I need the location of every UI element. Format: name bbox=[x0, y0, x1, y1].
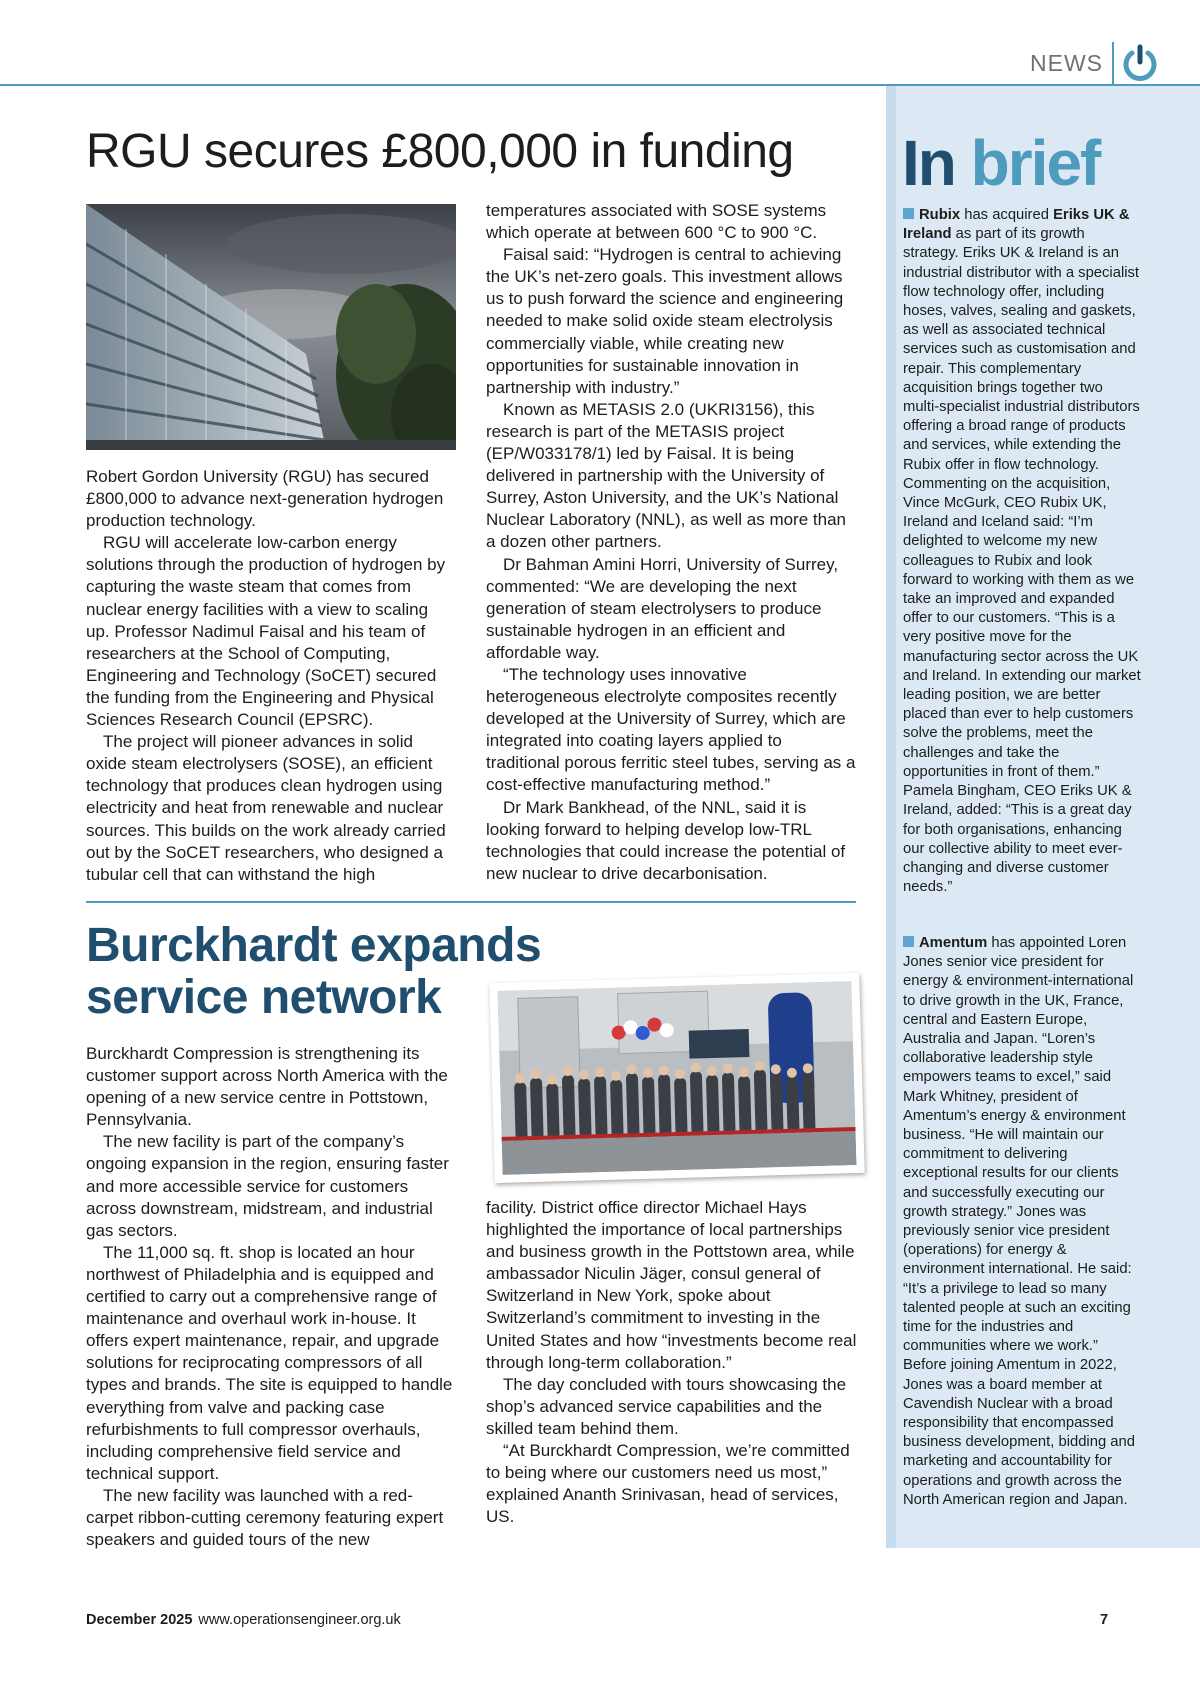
paragraph: Dr Bahman Amini Horri, University of Surrey, commented: “We are developing the next generation of steam electrolysers to produce sustainable hydrogen in an efficient and affordable way. bbox=[486, 554, 839, 662]
article-rgu-column-1 bbox=[86, 466, 456, 886]
brief-company-amentum: Amentum bbox=[919, 935, 988, 951]
paragraph: facility. District office director Michael Hays highlighted the importance of local partnerships and business growth in the Pottstown area, while ambassador Niculin Jäger, consul general of Switzerland in New York, spoke about Switzerland’s commitment to investing in the United States and how “investments become real through long-term collaboration.” bbox=[486, 1198, 857, 1372]
footer bbox=[86, 1612, 401, 1628]
section-divider bbox=[1112, 42, 1114, 84]
paragraph: The new facility was launched with a red-carpet ribbon-cutting ceremony featuring expert speakers and guided tours of the new bbox=[86, 1485, 444, 1550]
brief-item-amentum bbox=[903, 934, 1143, 1510]
page-number: 7 bbox=[1100, 1612, 1109, 1628]
in-brief-word-2: brief bbox=[970, 127, 1100, 199]
in-brief-title bbox=[902, 127, 1100, 199]
article-title-rgu: RGU secures £800,000 in funding bbox=[86, 125, 794, 178]
power-icon bbox=[1122, 44, 1158, 82]
paragraph: “The technology uses innovative heterogeneous electrolyte composites recently developed at the University of Surrey, which are integrated into coating layers applied to traditional porous ferritic steel tubes, serving as a cost-effective manufacturing method.” bbox=[486, 664, 856, 795]
brief-text: has acquired bbox=[960, 207, 1054, 223]
in-brief-word-1: In bbox=[902, 127, 955, 199]
paragraph: “At Burckhardt Compression, we’re committed to being where our customers need us most,” explained Ananth Srinivasan, head of services, US. bbox=[486, 1441, 850, 1527]
bullet-square bbox=[903, 208, 914, 219]
paragraph: RGU will accelerate low-carbon energy solutions through the production of hydrogen by capturing the waste steam that comes from nuclear energy facilities with a view to scaling up. Professor Nadimul Faisal and his team of researchers at the School of Computing, Engineering and Technology (SoCET) secured the funding from the Engineering and Physical Sciences Research Council (EPSRC). bbox=[86, 533, 446, 730]
brief-text: has appointed Loren Jones senior vice president for energy & environment-international to drive growth in the UK, France, central and Eastern Europe, Australia and Japan. “Loren’s collaborative leadership style empowers teams to excel,” said Mark Whitney, president of Amentum’s energy & environment business. “He will maintain our commitment to delivering exceptional results for our clients and successfully executing our growth strategy.” Jones was previously senior vice president (operations) for energy & environment international. He said: “It’s a privilege to lead so many talented people at such an exciting time for the industries and communities where we work.” Before joining Amentum in 2022, Jones was a board member at Cavendish Nuclear with a broad responsibility that encompassed business development, bidding and marketing and accountability for operations and growth across the North American region and Japan. bbox=[903, 935, 1135, 1508]
paragraph: The project will pioneer advances in solid oxide steam electrolysers (SOSE), an efficient technology that produces clean hydrogen using electricity and heat from renewable and nuclear sources. This builds on the work already carried out by the SoCET researchers, who designed a tubular cell that can withstand the high bbox=[86, 732, 446, 884]
brief-company-rubix: Rubix bbox=[919, 207, 961, 223]
section-label: NEWS bbox=[1030, 50, 1103, 76]
paragraph: The day concluded with tours showcasing the shop’s advanced service capabilities and the skilled team behind them. bbox=[486, 1374, 847, 1438]
paragraph: Dr Mark Bankhead, of the NNL, said it is looking forward to helping develop low-TRL technologies that could increase the potential of new nuclear to drive decarbonisation. bbox=[486, 797, 846, 883]
paragraph: temperatures associated with SOSE systems which operate at between 600 °C to 900 °C. bbox=[486, 201, 827, 243]
paragraph: Faisal said: “Hydrogen is central to achieving the UK’s net-zero goals. This investment allows us to push forward the science and engineering needed to make solid oxide steam electrolysis commercially viable, while creating new opportunities for sustainable innovation in partnership with industry.” bbox=[486, 245, 844, 397]
bullet-square bbox=[903, 936, 914, 947]
paragraph: Known as METASIS 2.0 (UKRI3156), this research is part of the METASIS project (EP/W033178/1) led by Faisal. It is being delivered in partnership with the University of Surrey, Aston University, and the UK’s National Nuclear Laboratory (NNL), as well as more than a dozen other partners. bbox=[486, 399, 846, 552]
brief-item-rubix bbox=[903, 206, 1143, 897]
footer-url[interactable]: www.operationsengineer.org.uk bbox=[198, 1612, 401, 1628]
article-burckhardt-column-2 bbox=[486, 1197, 858, 1528]
group-photo bbox=[489, 973, 864, 1183]
paragraph: Robert Gordon University (RGU) has secured £800,000 to advance next-generation hydrogen production technology. bbox=[86, 467, 444, 531]
article-title-burckhardt: Burckhardt expands service network bbox=[86, 919, 542, 1024]
article-rgu-column-2 bbox=[486, 200, 858, 885]
paragraph: The new facility is part of the company’s ongoing expansion in the region, ensuring faster and more accessible service for customers across downstream, midstream, and industrial gas sectors. bbox=[86, 1132, 449, 1240]
footer-date: December 2025 bbox=[86, 1612, 193, 1628]
building-photo bbox=[86, 204, 456, 450]
brief-text: as part of its growth strategy. Eriks UK & Ireland is an industrial distributor with a specialist flow technology offer, including hoses, valves, sealing and gaskets, as well as associated technical services such as customisation and repair. This complementary acquisition brings together two multi-specialist industrial distributors offering a broad range of products and services, while extending the Rubix offer in flow technology. Commenting on the acquisition, Vince McGurk, CEO Rubix UK, Ireland and Iceland said: “I’m delighted to welcome my new colleagues to Rubix and look forward to working with them as we take an improved and expanded offer to our customers. “This is a very positive move for the manufacturing sector across the UK and Ireland. In extending our market leading position, we are better placed than ever to help customers solve the problems, meet the challenges and take the opportunities in front of them.” Pamela Bingham, CEO Eriks UK & Ireland, added: “This is a great day for both organisations, enhancing our collective ability to meet ever-changing and diverse customer needs.” bbox=[903, 226, 1141, 896]
paragraph: The 11,000 sq. ft. shop is located an hour northwest of Philadelphia and is equipped and certified to carry out a comprehensive range of maintenance and overhaul work in-house. It offers expert maintenance, repair, and upgrade solutions for reciprocating compressors of all types and brands. The site is equipped to handle everything from valve and packing case refurbishments to full compressor overhauls, including comprehensive field service and technical support. bbox=[86, 1242, 453, 1483]
brief-target: Eriks UK & Ireland bbox=[903, 207, 1130, 243]
article-burckhardt-column-1 bbox=[86, 1043, 458, 1551]
section-divider-rule bbox=[86, 901, 856, 903]
paragraph: Burckhardt Compression is strengthening its customer support across North America with the opening of a new service centre in Pottstown, Pennsylvania. bbox=[86, 1044, 448, 1130]
